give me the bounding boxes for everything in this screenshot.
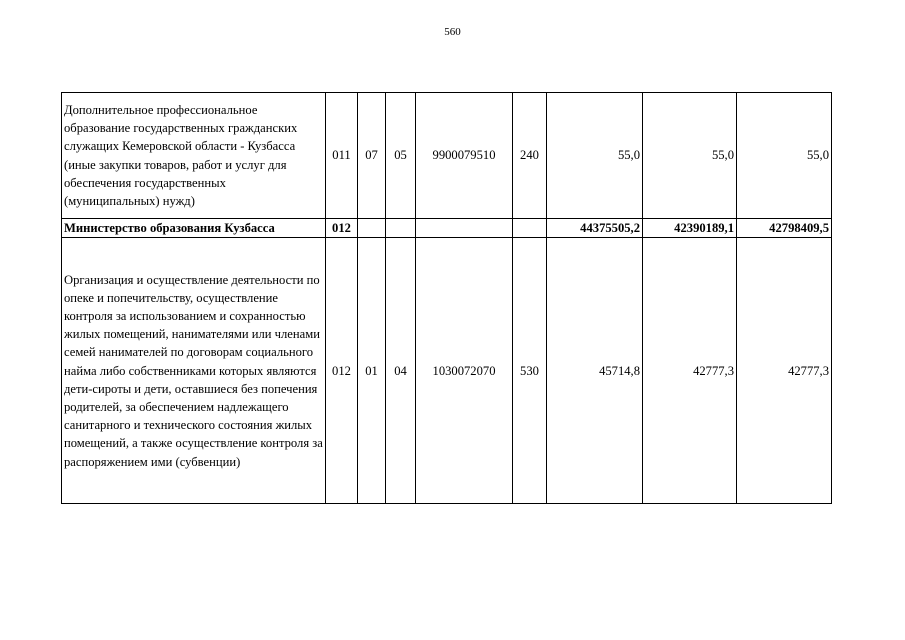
ministry-code: 012 xyxy=(326,238,358,504)
amount-year-3: 42777,3 xyxy=(737,238,832,504)
table-row xyxy=(62,219,832,238)
amount-year-1: 55,0 xyxy=(547,93,643,219)
target-article-code: 1030072070 xyxy=(416,238,513,504)
amount-year-3: 55,0 xyxy=(737,93,832,219)
amount-year-2: 55,0 xyxy=(643,93,737,219)
section-code xyxy=(358,219,386,238)
amount-year-1: 44375505,2 xyxy=(547,219,643,238)
subsection-code: 04 xyxy=(386,238,416,504)
ministry-code: 012 xyxy=(326,219,358,238)
section-code: 01 xyxy=(358,238,386,504)
table-row xyxy=(62,93,832,219)
row-description: Организация и осуществление деятельности по опеке и попечительству, осуществление контроля за использованием и сохранностью жилых помещений, нанимателями или членами семей нанимателей по договорам социального найма либо собственниками которых являются дети-сироты и дети, оставшиеся без попечения родителей, за обеспечением надлежащего санитарного и технического состояния жилых помещений, а также осуществление контроля за распоряжением ими (субвенции) xyxy=(62,238,326,504)
budget-table xyxy=(61,92,832,504)
expense-type-code xyxy=(513,219,547,238)
target-article-code: 9900079510 xyxy=(416,93,513,219)
amount-year-2: 42390189,1 xyxy=(643,219,737,238)
ministry-code: 011 xyxy=(326,93,358,219)
amount-year-3: 42798409,5 xyxy=(737,219,832,238)
table-row xyxy=(62,238,832,504)
section-code: 07 xyxy=(358,93,386,219)
amount-year-1: 45714,8 xyxy=(547,238,643,504)
row-description: Дополнительное профессиональное образование государственных гражданских служащих Кемеровской области - Кузбасса (иные закупки товаров, работ и услуг для обеспечения государственных (муниципальных) нужд) xyxy=(62,93,326,219)
target-article-code xyxy=(416,219,513,238)
page-number: 560 xyxy=(444,26,461,38)
subsection-code: 05 xyxy=(386,93,416,219)
row-description: Министерство образования Кузбасса xyxy=(62,219,326,238)
expense-type-code: 530 xyxy=(513,238,547,504)
subsection-code xyxy=(386,219,416,238)
expense-type-code: 240 xyxy=(513,93,547,219)
amount-year-2: 42777,3 xyxy=(643,238,737,504)
